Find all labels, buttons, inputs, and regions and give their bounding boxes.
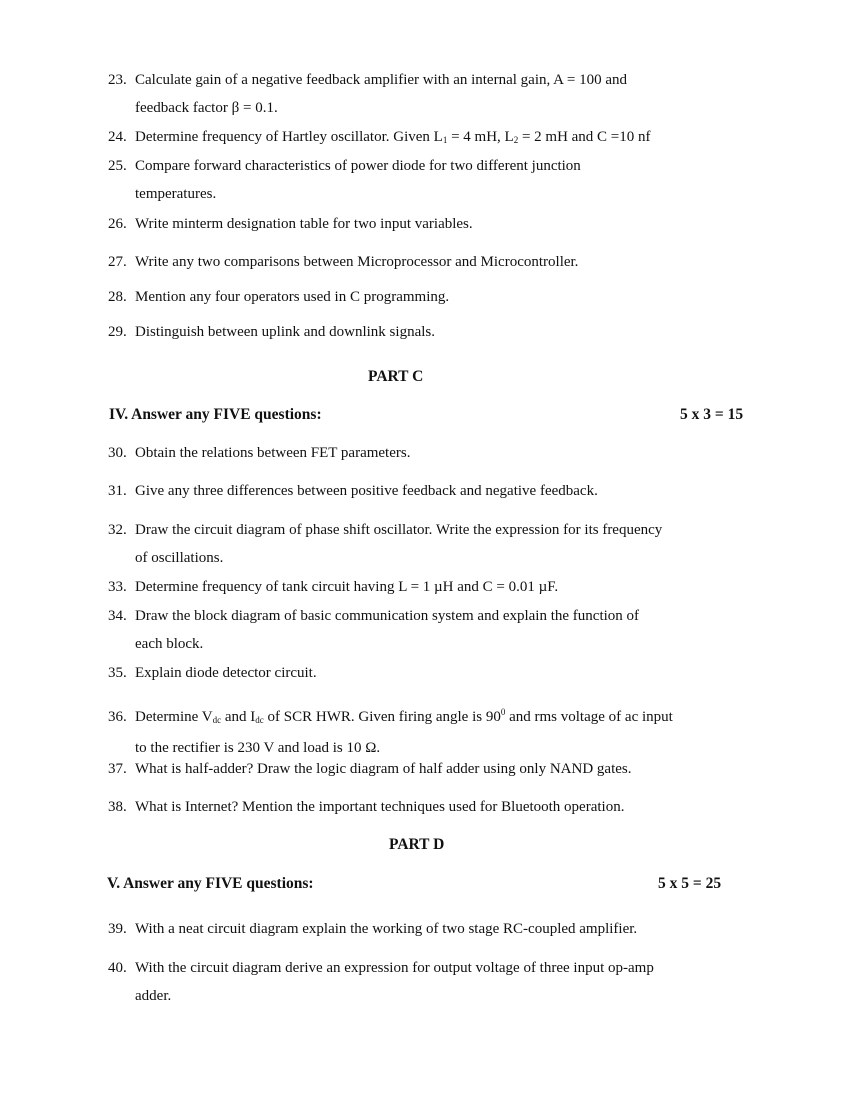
question-number: 35.: [108, 665, 127, 681]
subscript: 2: [513, 135, 519, 145]
part-d-title: PART D: [389, 836, 445, 853]
question-40: [108, 954, 758, 1010]
question-number: 34.: [108, 608, 127, 624]
question-number: 29.: [108, 324, 127, 340]
question-text: What is half-adder? Draw the logic diagram of half adder using only NAND gates.: [135, 761, 632, 777]
question-number: 28.: [108, 289, 127, 305]
question-number: 31.: [108, 483, 127, 499]
part-c-title: PART C: [368, 368, 424, 385]
question-text: and I: [221, 709, 256, 725]
question-text: = 4 mH, L: [447, 129, 514, 145]
subscript: dc: [255, 715, 264, 725]
question-text: Give any three differences between positive feedback and negative feedback.: [135, 483, 598, 499]
question-37: [108, 755, 758, 783]
question-text: With a neat circuit diagram explain the working of two stage RC-coupled amplifier.: [135, 921, 638, 937]
part-d-instruction: V. Answer any FIVE questions:: [107, 875, 314, 892]
question-33: [108, 573, 758, 601]
question-text-continued: temperatures.: [135, 186, 217, 202]
question-text: Explain diode detector circuit.: [135, 665, 317, 681]
part-c-instruction: IV. Answer any FIVE questions:: [109, 406, 322, 423]
question-text: Obtain the relations between FET parameters.: [135, 445, 411, 461]
question-text: Calculate gain of a negative feedback amplifier with an internal gain, A = 100 and: [135, 72, 628, 88]
question-text: Compare forward characteristics of power diode for two different junction: [135, 158, 581, 174]
question-32: [108, 516, 758, 572]
question-number: 37.: [108, 761, 127, 777]
question-text: What is Internet? Mention the important techniques used for Bluetooth operation.: [135, 799, 625, 815]
question-text: of SCR HWR. Given firing angle is 90: [263, 709, 501, 725]
question-text: Determine V: [135, 709, 213, 725]
question-text-continued: each block.: [135, 636, 204, 652]
question-number: 23.: [108, 72, 127, 88]
question-number: 40.: [108, 960, 127, 976]
part-c-marks: 5 x 3 = 15: [680, 406, 744, 423]
question-29: [108, 318, 758, 346]
question-text: Mention any four operators used in C programming.: [135, 289, 450, 305]
question-number: 24.: [108, 129, 127, 145]
question-24: [108, 123, 758, 154]
question-39: [108, 915, 758, 943]
question-30: [108, 439, 758, 467]
question-text-continued: feedback factor β = 0.1.: [135, 100, 278, 116]
question-35: [108, 659, 758, 687]
question-number: 36.: [108, 709, 127, 725]
question-38: [108, 793, 758, 821]
question-number: 33.: [108, 579, 127, 595]
question-text: Write minterm designation table for two input variables.: [135, 216, 473, 232]
question-text-continued: of oscillations.: [135, 550, 224, 566]
part-d-marks: 5 x 5 = 25: [658, 875, 722, 892]
question-number: 39.: [108, 921, 127, 937]
question-text-continued: adder.: [135, 988, 172, 1004]
question-number: 32.: [108, 522, 127, 538]
question-number: 25.: [108, 158, 127, 174]
question-26: [108, 210, 758, 238]
question-text: Draw the block diagram of basic communication system and explain the function of: [135, 608, 640, 624]
question-text-continued: to the rectifier is 230 V and load is 10 Ω.: [135, 740, 381, 756]
question-text: = 2 mH and C =10 nf: [518, 129, 651, 145]
question-25: [108, 152, 758, 208]
question-27: [108, 248, 758, 276]
question-number: 27.: [108, 254, 127, 270]
question-text: Distinguish between uplink and downlink signals.: [135, 324, 435, 340]
question-number: 26.: [108, 216, 127, 232]
question-23: [108, 66, 758, 122]
question-text: With the circuit diagram derive an expression for output voltage of three input op-amp: [135, 960, 654, 976]
subscript: dc: [212, 715, 222, 725]
superscript: 0: [500, 707, 506, 717]
subscript: 1: [442, 135, 448, 145]
question-34: [108, 602, 758, 658]
question-number: 38.: [108, 799, 127, 815]
question-text: Draw the circuit diagram of phase shift oscillator. Write the expression for its frequency: [135, 522, 663, 538]
question-36: [108, 698, 758, 762]
question-text: Determine frequency of Hartley oscillator. Given L: [135, 129, 443, 145]
question-text: Determine frequency of tank circuit having L = 1 µH and C = 0.01 µF.: [135, 579, 559, 595]
question-number: 30.: [108, 445, 127, 461]
question-28: [108, 283, 758, 311]
question-31: [108, 477, 758, 505]
question-text: Write any two comparisons between Microprocessor and Microcontroller.: [135, 254, 579, 270]
question-text: and rms voltage of ac input: [505, 709, 673, 725]
